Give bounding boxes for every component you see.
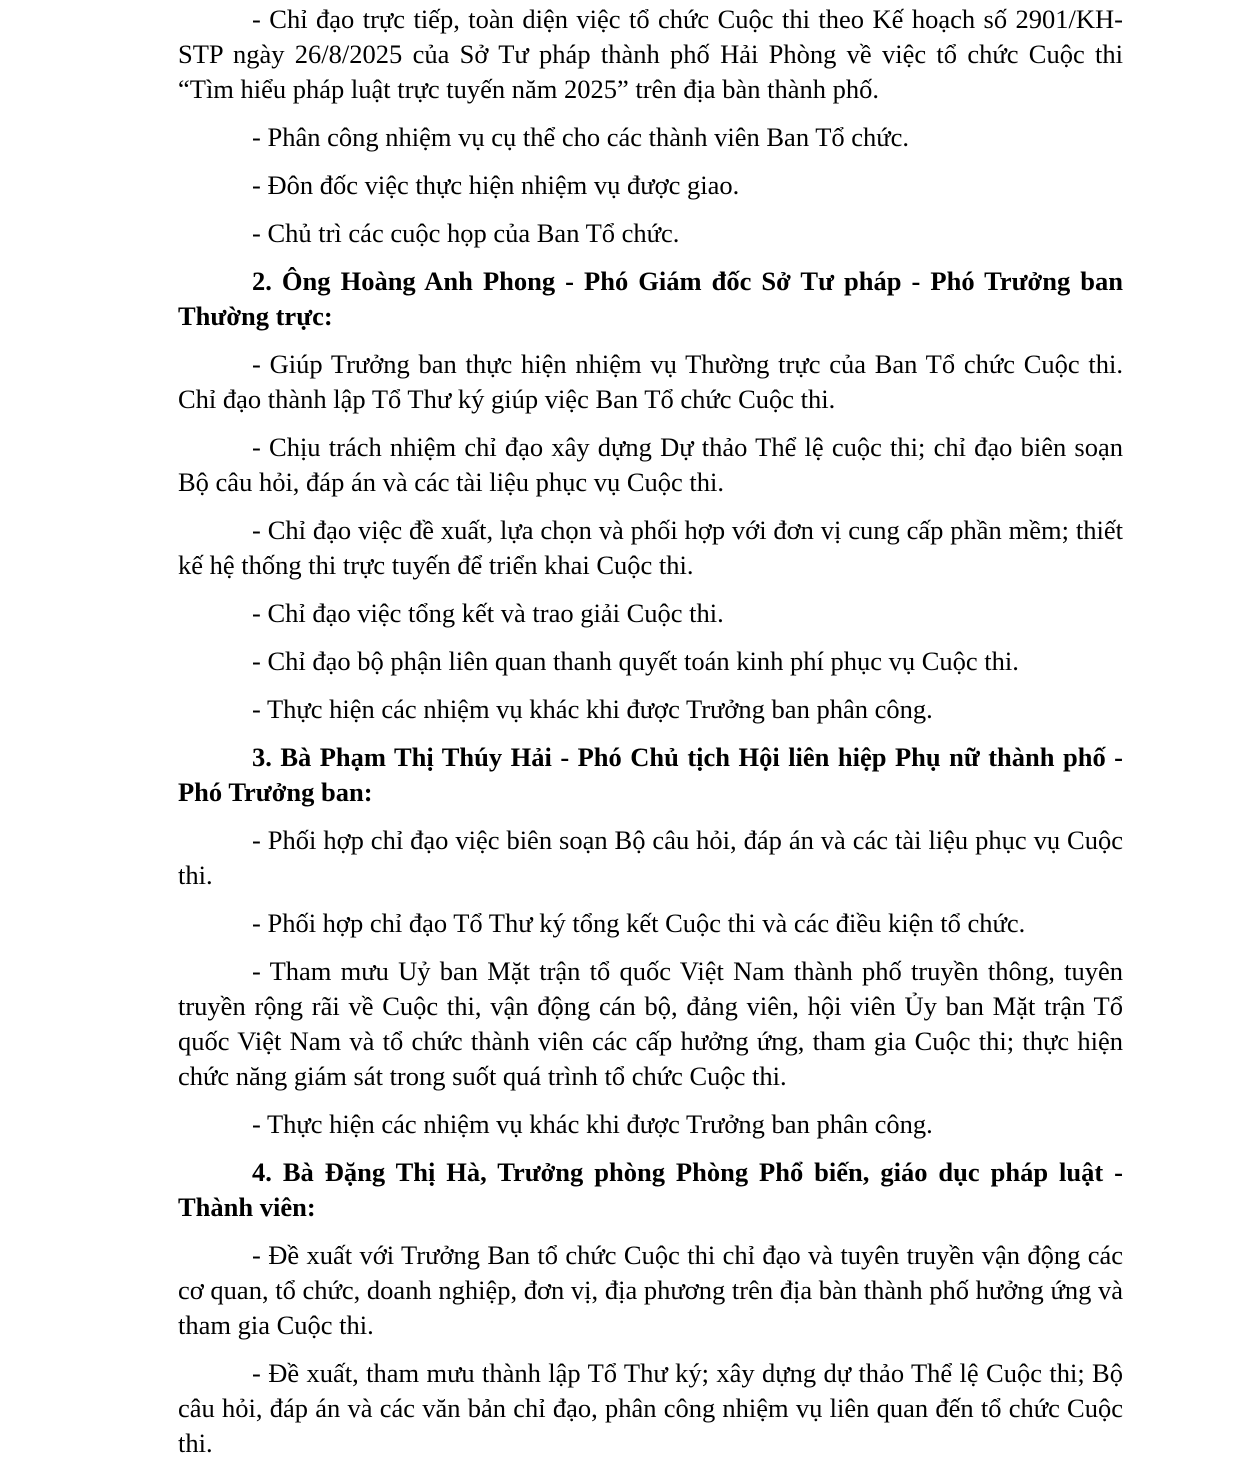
paragraph-other-tasks-3: - Thực hiện các nhiệm vụ khác khi được Trưởng ban phân công. bbox=[252, 1109, 933, 1139]
section-heading-3: 3. Bà Phạm Thị Thúy Hải - Phó Chủ tịch Hội liên hiệp Phụ nữ thành phố - Phó Trưởng ban: bbox=[178, 742, 1123, 807]
document-page bbox=[178, 2, 1123, 1474]
paragraph-other-tasks-2: - Thực hiện các nhiệm vụ khác khi được Trưởng ban phân công. bbox=[252, 694, 933, 724]
paragraph-software-vendor: - Chỉ đạo việc đề xuất, lựa chọn và phối hợp với đơn vị cung cấp phần mềm; thiết kế hệ thống thi trực tuyến để triển khai Cuộc thi. bbox=[178, 515, 1123, 580]
paragraph-assist-head: - Giúp Trưởng ban thực hiện nhiệm vụ Thường trực của Ban Tổ chức Cuộc thi. Chỉ đạo thành lập Tổ Thư ký giúp việc Ban Tổ chức Cuộc thi. bbox=[178, 349, 1123, 414]
paragraph-propose-campaign: - Đề xuất với Trưởng Ban tổ chức Cuộc thi chỉ đạo và tuyên truyền vận động các cơ quan, tổ chức, doanh nghiệp, đơn vị, địa phương trên địa bàn thành phố hưởng ứng và tham gia Cuộc thi. bbox=[178, 1240, 1123, 1340]
paragraph-front-committee: - Tham mưu Uỷ ban Mặt trận tổ quốc Việt Nam thành phố truyền thông, tuyên truyền rộng rãi về Cuộc thi, vận động cán bộ, đảng viên, hội viên Ủy ban Mặt trận Tổ quốc Việt Nam và tổ chức thành viên các cấp hưởng ứng, tham gia Cuộc thi; thực hiện chức năng giám sát trong suốt quá trình tổ chức Cuộc thi. bbox=[178, 956, 1123, 1091]
paragraph-secretariat-summary: - Phối hợp chỉ đạo Tổ Thư ký tổng kết Cuộc thi và các điều kiện tổ chức. bbox=[252, 908, 1026, 938]
paragraph-urge-tasks: - Đôn đốc việc thực hiện nhiệm vụ được giao. bbox=[252, 170, 740, 200]
paragraph-draft-rules: - Chịu trách nhiệm chỉ đạo xây dựng Dự thảo Thể lệ cuộc thi; chỉ đạo biên soạn Bộ câu hỏi, đáp án và các tài liệu phục vụ Cuộc thi. bbox=[178, 432, 1123, 497]
paragraph-question-set: - Phối hợp chỉ đạo việc biên soạn Bộ câu hỏi, đáp án và các tài liệu phục vụ Cuộc thi. bbox=[178, 825, 1123, 890]
section-heading-4: 4. Bà Đặng Thị Hà, Trưởng phòng Phòng Phổ biến, giáo dục pháp luật - Thành viên: bbox=[178, 1157, 1123, 1222]
paragraph-chair-meetings: - Chủ trì các cuộc họp của Ban Tổ chức. bbox=[252, 218, 680, 248]
paragraph-direct-organization: - Chỉ đạo trực tiếp, toàn diện việc tổ chức Cuộc thi theo Kế hoạch số 2901/KH-STP ngày 26/8/2025 của Sở Tư pháp thành phố Hải Phòng về việc tổ chức Cuộc thi “Tìm hiểu pháp luật trực tuyến năm 2025” trên địa bàn thành phố. bbox=[178, 4, 1123, 104]
paragraph-budget: - Chỉ đạo bộ phận liên quan thanh quyết toán kinh phí phục vụ Cuộc thi. bbox=[252, 646, 1019, 676]
paragraph-awards: - Chỉ đạo việc tổng kết và trao giải Cuộc thi. bbox=[252, 598, 724, 628]
section-heading-2: 2. Ông Hoàng Anh Phong - Phó Giám đốc Sở Tư pháp - Phó Trưởng ban Thường trực: bbox=[178, 266, 1123, 331]
paragraph-propose-secretariat: - Đề xuất, tham mưu thành lập Tổ Thư ký; xây dựng dự thảo Thể lệ Cuộc thi; Bộ câu hỏi, đáp án và các văn bản chỉ đạo, phân công nhiệm vụ liên quan đến tổ chức Cuộc thi. bbox=[178, 1358, 1123, 1458]
paragraph-assign-tasks: - Phân công nhiệm vụ cụ thể cho các thành viên Ban Tổ chức. bbox=[252, 122, 910, 152]
